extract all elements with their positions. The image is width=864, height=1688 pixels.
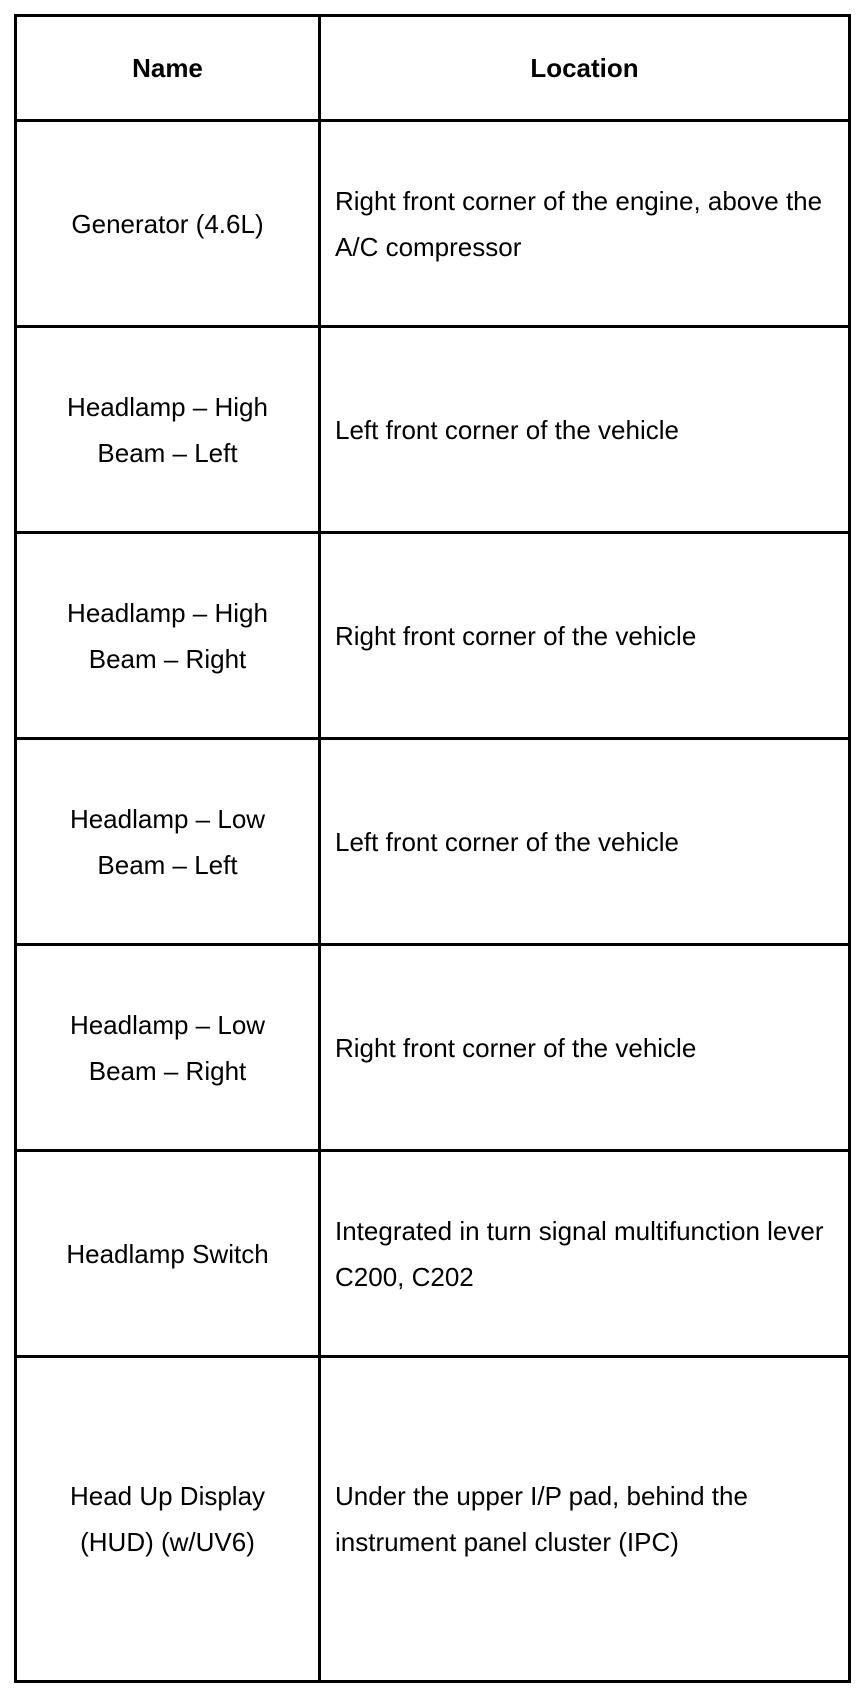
table-row bbox=[16, 1151, 850, 1357]
cell-name: Headlamp – High Beam – Right bbox=[16, 533, 320, 739]
table-row bbox=[16, 739, 850, 945]
cell-location: Left front corner of the vehicle bbox=[320, 739, 850, 945]
header-name: Name bbox=[16, 16, 320, 121]
cell-location: Right front corner of the vehicle bbox=[320, 945, 850, 1151]
table-row bbox=[16, 1357, 850, 1682]
component-location-table bbox=[14, 14, 851, 1683]
table-row bbox=[16, 121, 850, 327]
cell-location: Under the upper I/P pad, behind the instrument panel cluster (IPC) bbox=[320, 1357, 850, 1682]
cell-location: Right front corner of the vehicle bbox=[320, 533, 850, 739]
cell-name: Headlamp – Low Beam – Left bbox=[16, 739, 320, 945]
header-location: Location bbox=[320, 16, 850, 121]
cell-name: Head Up Display (HUD) (w/UV6) bbox=[16, 1357, 320, 1682]
cell-name: Headlamp Switch bbox=[16, 1151, 320, 1357]
table-header-row bbox=[16, 16, 850, 121]
cell-location: Right front corner of the engine, above the A/C compressor bbox=[320, 121, 850, 327]
cell-name: Generator (4.6L) bbox=[16, 121, 320, 327]
table-row bbox=[16, 533, 850, 739]
cell-name: Headlamp – Low Beam – Right bbox=[16, 945, 320, 1151]
cell-name: Headlamp – High Beam – Left bbox=[16, 327, 320, 533]
table-row bbox=[16, 945, 850, 1151]
cell-location: Left front corner of the vehicle bbox=[320, 327, 850, 533]
table-row bbox=[16, 327, 850, 533]
cell-location: Integrated in turn signal multifunction lever C200, C202 bbox=[320, 1151, 850, 1357]
